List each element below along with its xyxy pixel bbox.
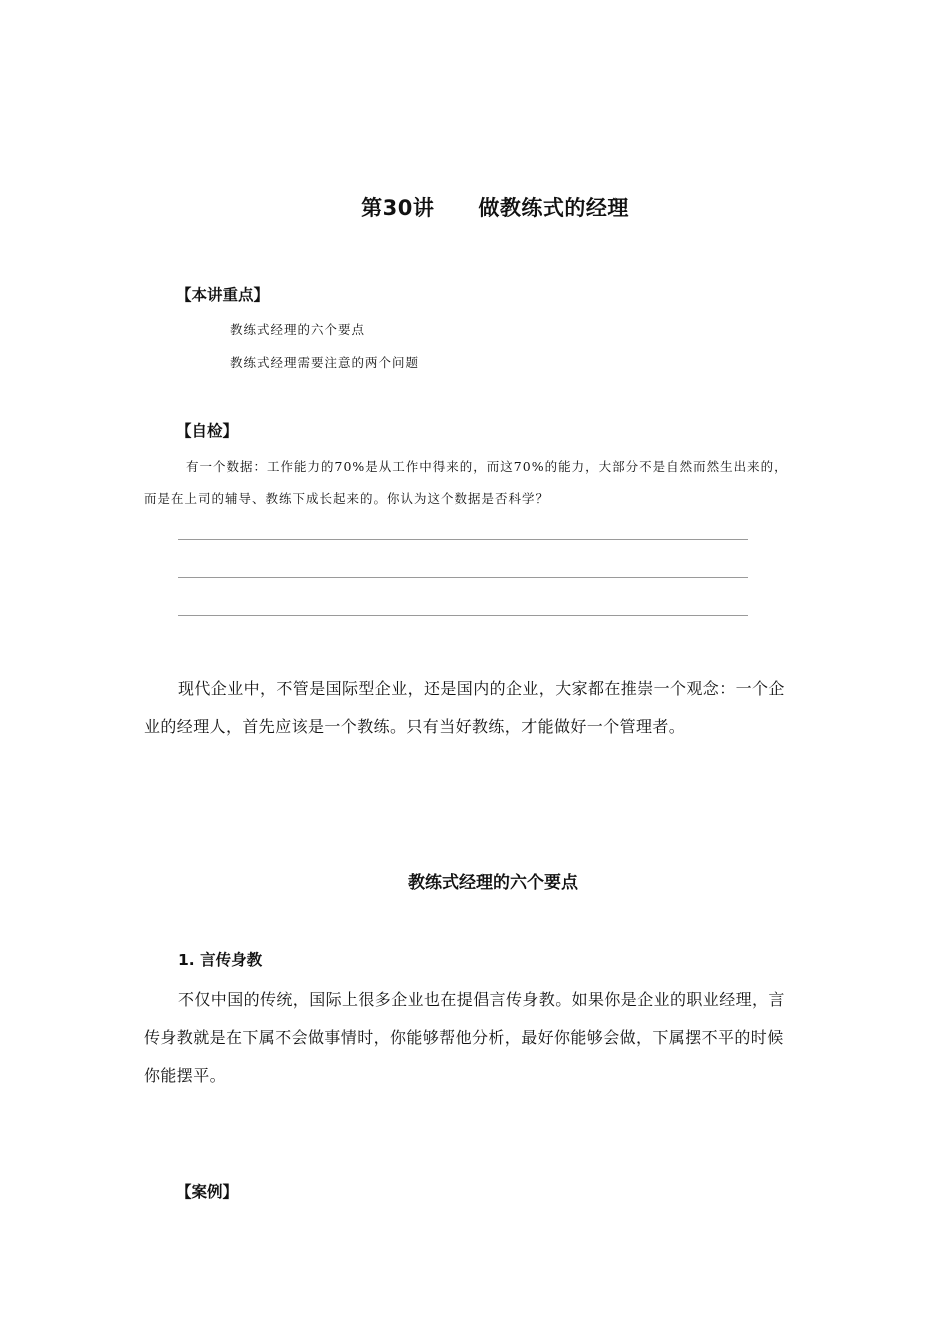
self-check-question-line2: 而是在上司的辅导、教练下成长起来的。你认为这个数据是否科学？	[144, 491, 550, 506]
key-points-label: 【本讲重点】	[176, 286, 270, 304]
section-heading: 教练式经理的六个要点	[408, 873, 578, 893]
lecture-number: 第30讲	[361, 196, 435, 220]
point1-paragraph-line1: 不仅中国的传统，国际上很多企业也在提倡言传身教。如果你是企业的职业经理，言	[178, 990, 785, 1009]
self-check-label: 【自检】	[176, 422, 239, 440]
point1-heading: 1. 言传身教	[178, 951, 263, 969]
intro-paragraph-line1: 现代企业中，不管是国际型企业，还是国内的企业，大家都在推崇一个观念：一个企	[178, 679, 785, 698]
answer-line[interactable]	[178, 539, 748, 540]
point1-paragraph-line3: 你能摆平。	[144, 1066, 227, 1085]
point1-paragraph-line2: 传身教就是在下属不会做事情时，你能够帮他分析，最好你能够会做，下属摆不平的时候	[144, 1028, 784, 1047]
lecture-title: 做教练式的经理	[478, 196, 629, 220]
intro-paragraph-line2: 业的经理人，首先应该是一个教练。只有当好教练，才能做好一个管理者。	[144, 717, 686, 736]
key-point-item: 教练式经理的六个要点	[230, 322, 366, 337]
answer-line[interactable]	[178, 577, 748, 578]
self-check-question-line1: 有一个数据：工作能力的70%是从工作中得来的，而这70%的能力，大部分不是自然而然生出来的，	[186, 459, 788, 474]
answer-line[interactable]	[178, 615, 748, 616]
case-label: 【案例】	[176, 1183, 239, 1201]
key-point-item: 教练式经理需要注意的两个问题	[230, 355, 420, 370]
page-title	[0, 192, 950, 222]
